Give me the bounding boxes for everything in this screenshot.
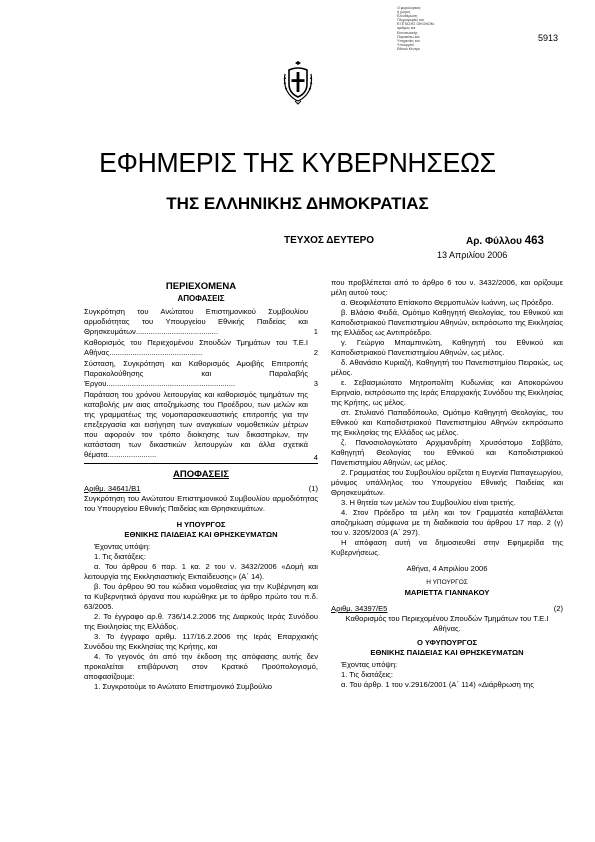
decision-paragraph: 1. Τις διατάξεις: <box>341 670 393 679</box>
decision-paragraph: α. Θεοφιλέστατο Επίσκοπο Θερμοπυλών Ιωάννη, ως Πρόεδρο. <box>341 298 554 307</box>
sheet-label: Αρ. Φύλλου <box>466 236 522 247</box>
sheet-number-value: 463 <box>524 235 544 247</box>
issue-type: ΤΕΥΧΟΣ ΔΕΥΤΕΡΟ <box>284 235 375 246</box>
coat-of-arms-icon <box>283 60 313 105</box>
right-column <box>331 278 563 690</box>
decision-paragraph: β. Του άρθρου 90 του κώδικα νομοθεσίας για την Κυβέρνηση και τα Κυβερνητικά όργανα που κυρώθηκε με το άρθρο πρώτο του π.δ. 63/2005. <box>84 582 318 611</box>
decision-subject: Καθορισμός του Περιεχομένου Σπουδών Τμημάτων του Τ.Ε.Ι Αθήνας. <box>345 614 549 633</box>
decision-paragraph: 3. Το έγγραφο αριθμ. 117/16.2.2006 της Ιεράς Επαρχιακής Συνόδου της Εκκλησίας της Κρήτης, και <box>84 632 318 651</box>
decision-ref: Αριθμ. 34397/Ε5 <box>331 604 388 613</box>
decision-paragraph: 1. Τις διατάξεις: <box>94 552 146 561</box>
decision-1-header <box>84 484 318 494</box>
decision-seq: (1) <box>308 484 318 493</box>
decision-paragraph: 4. Το γεγονός ότι από την έκδοση της απόφασης αυτής δεν προκαλείται επιβάρυνση στον Κρατικό Προϋπολογισμό, αποφασίζουμε: <box>84 652 318 681</box>
decision-paragraph: στ. Στυλιανό Παπαδόπουλο, Ομότιμο Καθηγητή Θεολογίας, του Εθνικού και Καποδιστριακού Πανεπιστημίου Αθηνών εκπρόσωπο της Εκκλησίας της Ελλάδος ως μέλος. <box>331 408 563 437</box>
decision-paragraph: 3. Η θητεία των μελών του Συμβουλίου είναι τριετής. <box>341 498 516 507</box>
decision-authority-ministry: ΕΘΝΙΚΗΣ ΠΑΙΔΕΙΑΣ ΚΑΙ ΘΡΗΣΚΕΥΜΑΤΩΝ <box>124 530 278 539</box>
decision-paragraph: 2. Το έγγραφο αρ.θ. 736/14.2.2006 της Διαρκούς Ιεράς Συνόδου της Εκκλησίας της Ελλάδος. <box>84 612 318 631</box>
decision-paragraph: 2. Γραμματέας του Συμβουλίου ορίζεται η Ευγενία Παπαγεωργίου, μόνιμος υπάλληλος του Υπουργείου Εθνικής Παιδείας και Θρησκευμάτων. <box>331 468 563 497</box>
gazette-title: ΕΦΗΜΕΡΙΣ ΤΗΣ ΚΥΒΕΡΝΗΣΕΩΣ <box>99 147 496 178</box>
decision-paragraph: δ. Αθανάσιο Κυριαζή, Καθηγητή του Πανεπιστημίου Πειραιώς, ως μέλος. <box>331 358 563 377</box>
decision-2-header <box>331 604 563 614</box>
contents-title: ΠΕΡΙΕΧΟΜΕΝΑ <box>165 281 237 292</box>
decision-paragraph: β. Βλάσιο Φειδά, Ομότιμο Καθηγητή Θεολογίας, του Εθνικού και Καποδιστριακού Πανεπιστημίου Αθηνών, εκπρόσωπο της Εκκλησίας της Ελλάδος ως Αντιπρόεδρο. <box>331 308 563 337</box>
decision-paragraph: 1. Συγκροτούμε το Ανώτατο Επιστημονικό Συμβούλιο <box>94 682 273 691</box>
decision-seq: (2) <box>553 604 563 613</box>
printer-stamp: Ο φορολογικός ή χώρος Ελευθέρωση Πληροφορίες και ΕΞΕΤΑΣΗΣ ΟΙΚΟΝΟΜ. αριθμός και Εκτυπωτικής Παρακάτω και Υπηρεσίες και Υπουργείο Εθνικό Κέντρο <box>397 6 435 51</box>
decision-intro: Έχοντας υπόψη: <box>341 660 398 669</box>
toc-item[interactable]: Καθορισμός του Περιεχομένου Σπουδών Τμημάτων του Τ.Ε.Ι Αθήνας............................................ 2 <box>84 338 318 357</box>
issue-date: 13 Απριλίου 2006 <box>437 250 508 260</box>
decision-paragraph: α. Του άρθρου 6 παρ. 1 κα. 2 του ν. 3432/2006 «Δομή και λειτουργία της Εκκλησιαστικής Εκπαίδευσης» (Α΄ 14). <box>84 562 318 581</box>
left-column <box>84 278 318 692</box>
decision-ref: Αριθμ. 34641/Β1 <box>84 484 141 493</box>
decision-authority: Η ΥΠΟΥΡΓΟΣ <box>176 520 226 529</box>
decision-subject: Συγκρότηση του Ανώτατου Επιστημονικού Συμβουλίου αρμοδιότητας του Υπουργείου Εθνικής Παιδείας και Θρησκευμάτων. <box>84 494 318 513</box>
decision-intro: Έχοντας υπόψη: <box>94 542 151 551</box>
contents-subtitle: ΑΠΟΦΑΣΕΙΣ <box>177 294 225 303</box>
place-date: Αθήνα, 4 Απριλίου 2006 <box>406 564 488 573</box>
decision-paragraph: ε. Σεβασμιώτατο Μητροπολίτη Κυδωνίας και Αποκορώνου Ειρηναίο, εκπρόσωπο της Ιεράς Επαρχιακής Συνόδου της Εκκλησίας της Κρήτης, ως μέλος. <box>331 378 563 407</box>
decision-paragraph: ζ. Πανοσιολογιώτατο Αρχιμανδρίτη Χρυσόστομο Σαββάτο, Καθηγητή Θεολογίας του Εθνικού και Καποδιστριακού Πανεπιστημίου Αθηνών, ως μέλος. <box>331 438 563 467</box>
minister-name: ΜΑΡΙΕΤΤΑ ΓΙΑΝΝΑΚΟΥ <box>404 588 490 597</box>
decision-paragraph: γ. Γεώργιο Μπαμπινιώτη, Καθηγητή του Εθνικού και Καποδιστριακού Πανεπιστημίου Αθηνών, ως μέλος. <box>331 338 563 357</box>
page-number: 5913 <box>538 33 559 43</box>
gazette-subtitle: ΤΗΣ ΕΛΛΗΝΙΚΗΣ ΔΗΜΟΚΡΑΤΙΑΣ <box>166 194 429 213</box>
toc-item[interactable]: Σύσταση, Συγκρότηση και Καθορισμός Αμοιβής Επιτροπής Παρακολούθησης και Παραλαβής Έργου............................................................. 3 <box>84 359 318 388</box>
decision-paragraph: που προβλέπεται από το άρθρο 6 του ν. 3432/2006, και ορίζουμε μέλη αυτού τους: <box>331 278 563 297</box>
decision-paragraph: Η απόφαση αυτή να δημοσιευθεί στην Εφημερίδα της Κυβερνήσεως. <box>331 538 563 557</box>
decision-paragraph: α. Του άρθρ. 1 του ν.2916/2001 (Α΄ 114) «Διάρθρωση της <box>341 680 534 689</box>
decision-authority-ministry: ΕΘΝΙΚΗΣ ΠΑΙΔΕΙΑΣ ΚΑΙ ΘΡΗΣΚΕΥΜΑΤΩΝ <box>370 648 524 657</box>
sheet-number <box>466 235 544 247</box>
decision-paragraph: 4. Στον Πρόεδρο τα μέλη και τον Γραμματέα καταβάλλεται αποζημίωση σύμφωνα με τη διαδικασία του άρθρου 17 παρ. 2 (γ) του ν. 3205/2003 (Α΄ 297). <box>331 508 563 537</box>
decisions-title: ΑΠΟΦΑΣΕΙΣ <box>173 469 229 480</box>
toc-item[interactable]: Παράταση του χρόνου λειτουργίας και καθορισμός τιμημάτων της καταβολής μιν αιας αποζημίωσης του Προέδρου, των μελών και της γραμματέως της νομοπαρασκευαστικής επιτροπής για την επεξεργασία και εισήγηση των αναγκαίων νομοθετικών μέτρων που αφορούν τον τρόπο διοίκησης των δικαστηρίων, την κατάσταση των δικαστικών λειτουργών και άλλα σχετικά θέματα....................... 4 <box>84 390 318 462</box>
decision-authority: Ο ΥΦΥΠΟΥΡΓΟΣ <box>416 638 478 647</box>
minister-role: Η ΥΠΟΥΡΓΟΣ <box>426 579 468 586</box>
toc-item[interactable]: Συγκρότηση του Ανώτατου Επιστημονικού Συμβουλίου αρμοδιότητας του Υπουργείου Εθνικής Παιδείας και Θρησκευμάτων....................................... 1 <box>84 307 318 336</box>
